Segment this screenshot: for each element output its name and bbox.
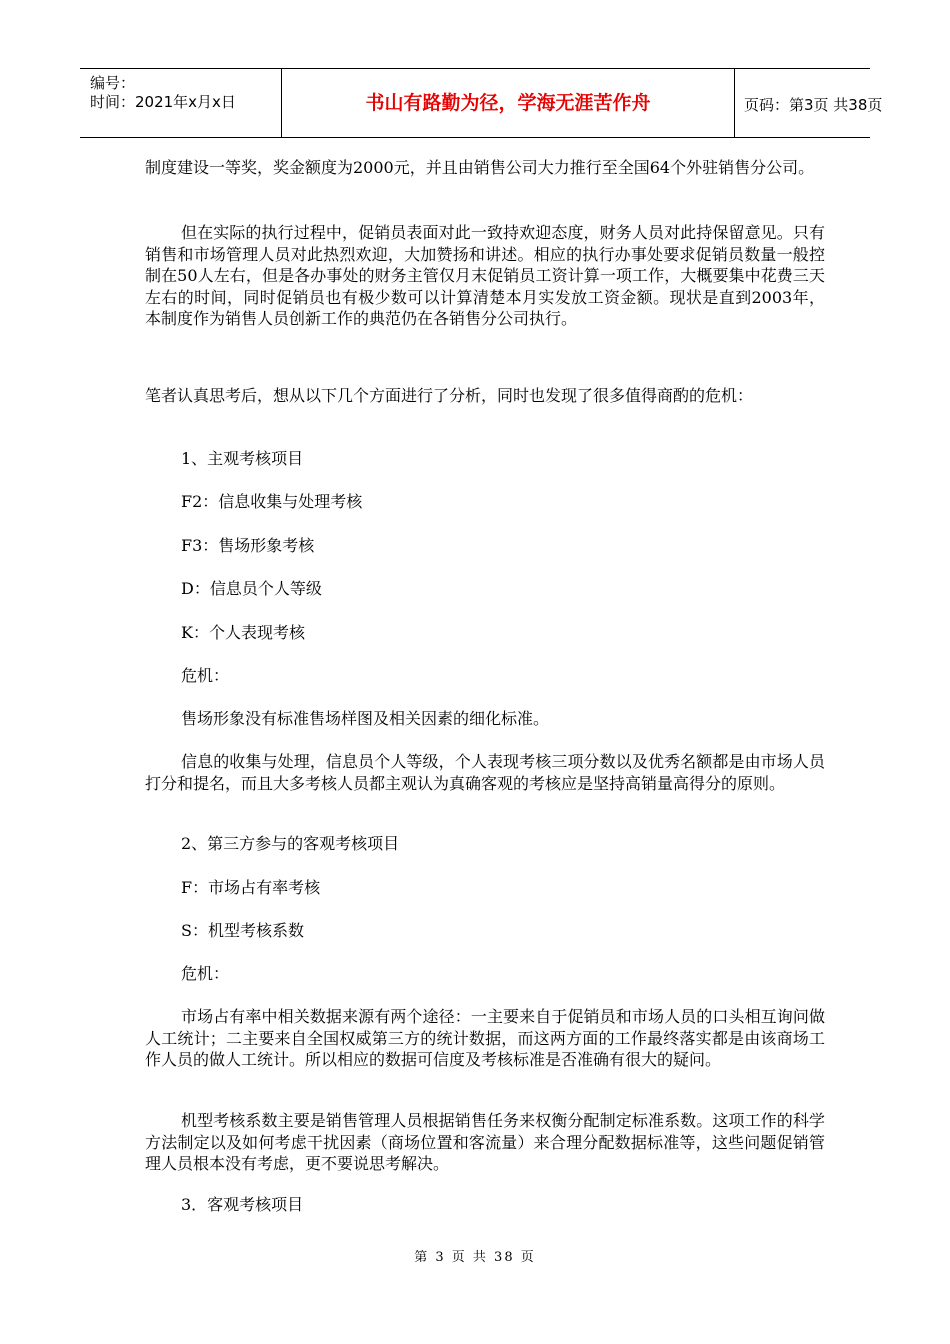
crisis-label-1: 危机： <box>181 666 230 685</box>
paragraph-execution: 但在实际的执行过程中，促销员表面对此一致持欢迎态度，财务人员对此持保留意见。只有销售和市场管理人员对此热烈欢迎，大加赞扬和讲述。相应的执行办事处要求促销员数量一般控制在50人左右，但是各办事处的财务主管仅月末促销员工资计算一项工作，大概要集中花费三天左右的时间，同时促销员也有极少数可以计算清楚本月实发放工资金额。现状是直到2003年，本制度作为销售人员创新工作的典范仍在各销售分公司执行。 <box>145 223 825 328</box>
list-item-k: K：个人表现考核 <box>181 623 305 642</box>
header-meta <box>80 69 281 137</box>
paragraph-model-coefficient: 机型考核系数主要是销售管理人员根据销售任务来权衡分配制定标准系数。这项工作的科学方法制定以及如何考虑干扰因素（商场位置和客流量）来合理分配数据标准等，这些问题促销管理人员根本没有考虑，更不要说思考解决。 <box>145 1111 825 1173</box>
page-header <box>80 68 883 138</box>
page-footer: 第 3 页 共 38 页 <box>414 1250 536 1265</box>
crisis-label-2: 危机： <box>181 964 230 983</box>
paragraph-subjective-scoring: 信息的收集与处理，信息员个人等级，个人表现考核三项分数以及优秀名额都是由市场人员打分和提名，而且大多考核人员都主观认为真确客观的考核应是坚持高销量高得分的原则。 <box>145 752 825 793</box>
heading-objective-items: 3．客观考核项目 <box>181 1195 304 1214</box>
list-item-s: S：机型考核系数 <box>181 921 304 940</box>
paragraph-award: 制度建设一等奖，奖金额度为2000元，并且由销售公司大力推行至全国64个外驻销售分公司。 <box>145 158 815 177</box>
list-item-f2: F2：信息收集与处理考核 <box>181 492 363 511</box>
header-page-cell <box>734 69 883 137</box>
header-motto: 书山有路勤为径，学海无涯苦作舟 <box>365 92 651 114</box>
header-motto-cell <box>281 69 735 137</box>
header-page-info: 页码：第3页 共38页 <box>744 96 883 114</box>
paragraph-analysis-intro: 笔者认真思考后，想从以下几个方面进行了分析，同时也发现了很多值得商酌的危机： <box>145 386 754 405</box>
heading-subjective-items: 1、主观考核项目 <box>181 449 304 468</box>
list-item-f3: F3：售场形象考核 <box>181 536 315 555</box>
list-item-d: D：信息员个人等级 <box>181 579 322 598</box>
paragraph-market-share: 市场占有率中相关数据来源有两个途径：一主要来自于促销员和市场人员的口头相互询问做人工统计；二主要来自全国权威第三方的统计数据，而这两方面的工作最终落实都是由该商场工作人员的做人工统计。所以相应的数据可信度及考核标准是否准确有很大的疑问。 <box>145 1007 825 1069</box>
list-item-f: F：市场占有率考核 <box>181 878 321 897</box>
document-code-label: 编号： <box>90 74 136 92</box>
document-date: 时间：2021年x月x日 <box>90 93 236 111</box>
paragraph-store-image: 售场形象没有标准售场样图及相关因素的细化标准。 <box>181 709 550 728</box>
heading-third-party-items: 2、第三方参与的客观考核项目 <box>181 834 400 853</box>
